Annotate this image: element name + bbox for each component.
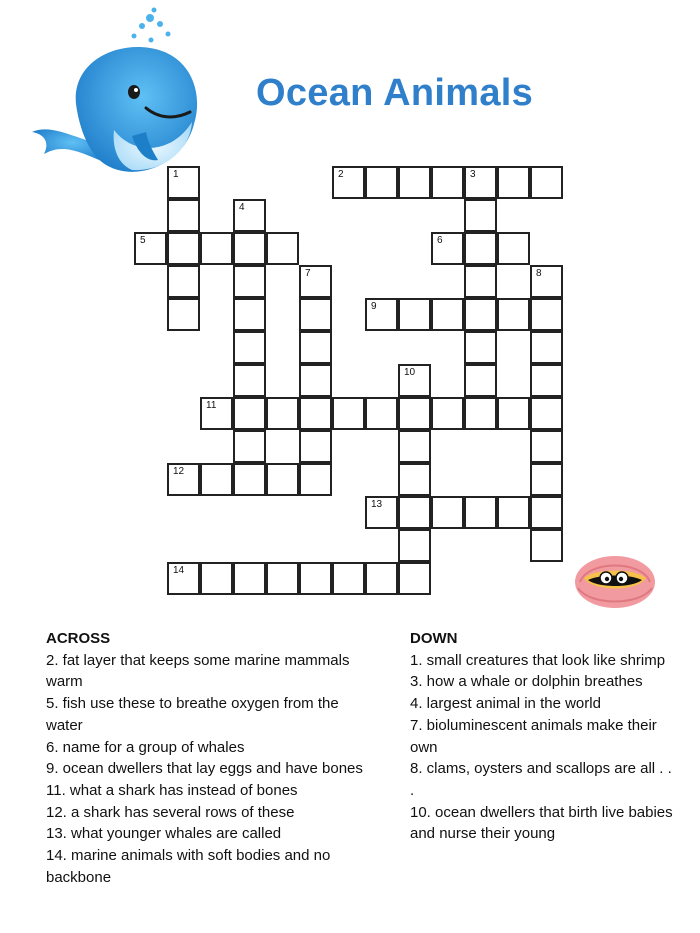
crossword-cell[interactable] (332, 562, 365, 595)
crossword-cell[interactable] (167, 166, 200, 199)
crossword-cell[interactable] (299, 265, 332, 298)
across-clue-9: 9. ocean dwellers that lay eggs and have bones (46, 760, 363, 778)
across-clue-6: 6. name for a group of whales (46, 738, 245, 756)
crossword-cell[interactable] (299, 298, 332, 331)
crossword-cell[interactable] (233, 397, 266, 430)
crossword-cell[interactable] (530, 463, 563, 496)
crossword-cell[interactable] (530, 166, 563, 199)
clue-number: 2 (338, 169, 344, 180)
crossword-cell[interactable] (530, 298, 563, 331)
crossword-cell[interactable] (299, 463, 332, 496)
crossword-cell[interactable] (200, 463, 233, 496)
crossword-cell[interactable] (431, 397, 464, 430)
crossword-cell[interactable] (464, 364, 497, 397)
clam-illustration (570, 548, 660, 612)
crossword-cell[interactable] (398, 529, 431, 562)
crossword-cell[interactable] (530, 397, 563, 430)
crossword-cell[interactable] (365, 166, 398, 199)
crossword-cell[interactable] (299, 430, 332, 463)
clue-number: 10 (404, 367, 416, 378)
crossword-cell[interactable] (431, 232, 464, 265)
crossword-cell[interactable] (398, 463, 431, 496)
down-clue-7: 7. bioluminescent animals make their own (410, 716, 657, 756)
down-clue-8: 8. clams, oysters and scallops are all . . . (410, 760, 672, 799)
crossword-cell[interactable] (167, 265, 200, 298)
crossword-cell[interactable] (530, 529, 563, 562)
crossword-cell[interactable] (299, 397, 332, 430)
crossword-cell[interactable] (398, 430, 431, 463)
across-clue-12: 12. a shark has several rows of these (46, 803, 295, 821)
crossword-cell[interactable] (299, 562, 332, 595)
across-clue-5: 5. fish use these to breathe oxygen from the water (46, 695, 339, 734)
crossword-cell[interactable] (233, 232, 266, 265)
crossword-cell[interactable] (167, 562, 200, 595)
clue-number: 11 (206, 400, 217, 411)
crossword-cell[interactable] (167, 463, 200, 496)
crossword-cell[interactable] (464, 232, 497, 265)
crossword-cell[interactable] (431, 298, 464, 331)
crossword-cell[interactable] (365, 298, 398, 331)
across-clue-14: 14. marine animals with soft bodies and no backbone (46, 847, 331, 886)
crossword-cell[interactable] (233, 463, 266, 496)
crossword-cell[interactable] (167, 298, 200, 331)
crossword-cell[interactable] (497, 397, 530, 430)
crossword-cell[interactable] (233, 562, 266, 595)
crossword-cell[interactable] (497, 298, 530, 331)
crossword-cell[interactable] (464, 331, 497, 364)
crossword-cell[interactable] (431, 496, 464, 529)
crossword-cell[interactable] (233, 331, 266, 364)
across-clue-11: 11. what a shark has instead of bones (46, 781, 298, 799)
clue-number: 12 (173, 466, 185, 477)
crossword-cell[interactable] (464, 166, 497, 199)
crossword-cell[interactable] (200, 562, 233, 595)
crossword-cell[interactable] (530, 331, 563, 364)
crossword-cell[interactable] (332, 166, 365, 199)
crossword-cell[interactable] (464, 199, 497, 232)
crossword-cell[interactable] (200, 232, 233, 265)
crossword-cell[interactable] (464, 496, 497, 529)
crossword-cell[interactable] (167, 199, 200, 232)
across-clue-13: 13. what younger whales are called (46, 825, 282, 843)
down-clues (410, 628, 675, 845)
page-title: Ocean Animals (256, 72, 534, 114)
crossword-cell[interactable] (497, 166, 530, 199)
clue-number: 8 (536, 268, 542, 279)
crossword-cell[interactable] (398, 298, 431, 331)
crossword-cell[interactable] (299, 331, 332, 364)
crossword-cell[interactable] (530, 364, 563, 397)
crossword-cell[interactable] (266, 463, 299, 496)
crossword-cell[interactable] (233, 298, 266, 331)
crossword-cell[interactable] (497, 496, 530, 529)
clue-number: 4 (239, 202, 245, 213)
crossword-cell[interactable] (266, 562, 299, 595)
crossword-cell[interactable] (233, 265, 266, 298)
crossword-cell[interactable] (497, 232, 530, 265)
crossword-cell[interactable] (266, 397, 299, 430)
clue-number: 6 (437, 235, 443, 246)
clue-number: 3 (470, 169, 476, 180)
down-clue-3: 3. how a whale or dolphin breathes (410, 673, 643, 691)
crossword-cell[interactable] (365, 496, 398, 529)
across-clues (46, 628, 366, 888)
clue-number: 5 (140, 235, 146, 246)
across-heading: ACROSS (46, 630, 111, 647)
crossword-cell[interactable] (332, 397, 365, 430)
crossword-cell[interactable] (398, 397, 431, 430)
clue-number: 13 (371, 499, 383, 510)
down-heading: DOWN (410, 630, 458, 647)
crossword-cell[interactable] (398, 562, 431, 595)
crossword-cell[interactable] (464, 397, 497, 430)
crossword-cell[interactable] (398, 496, 431, 529)
crossword-cell[interactable] (398, 364, 431, 397)
crossword-cell[interactable] (233, 364, 266, 397)
crossword-cell[interactable] (464, 265, 497, 298)
crossword-cell[interactable] (365, 562, 398, 595)
clue-number: 7 (305, 268, 311, 279)
down-clue-4: 4. largest animal in the world (410, 695, 601, 713)
crossword-cell[interactable] (530, 496, 563, 529)
crossword-cell[interactable] (530, 430, 563, 463)
across-clue-2: 2. fat layer that keeps some marine mammals warm (46, 651, 350, 691)
clue-number: 9 (371, 301, 377, 312)
crossword-cell[interactable] (167, 232, 200, 265)
crossword-cell[interactable] (233, 430, 266, 463)
crossword-cell[interactable] (299, 364, 332, 397)
down-clue-10: 10. ocean dwellers that birth live babies and nurse their young (410, 803, 673, 843)
crossword-cell[interactable] (233, 199, 266, 232)
crossword-cell[interactable] (200, 397, 233, 430)
crossword-cell[interactable] (464, 298, 497, 331)
clue-number: 14 (173, 565, 185, 576)
clue-number: 1 (173, 169, 179, 180)
crossword-cell[interactable] (530, 265, 563, 298)
down-clue-1: 1. small creatures that look like shrimp (410, 651, 666, 669)
crossword-cell[interactable] (266, 232, 299, 265)
crossword-cell[interactable] (431, 166, 464, 199)
crossword-cell[interactable] (398, 166, 431, 199)
crossword-cell[interactable] (365, 397, 398, 430)
crossword-cell[interactable] (134, 232, 167, 265)
